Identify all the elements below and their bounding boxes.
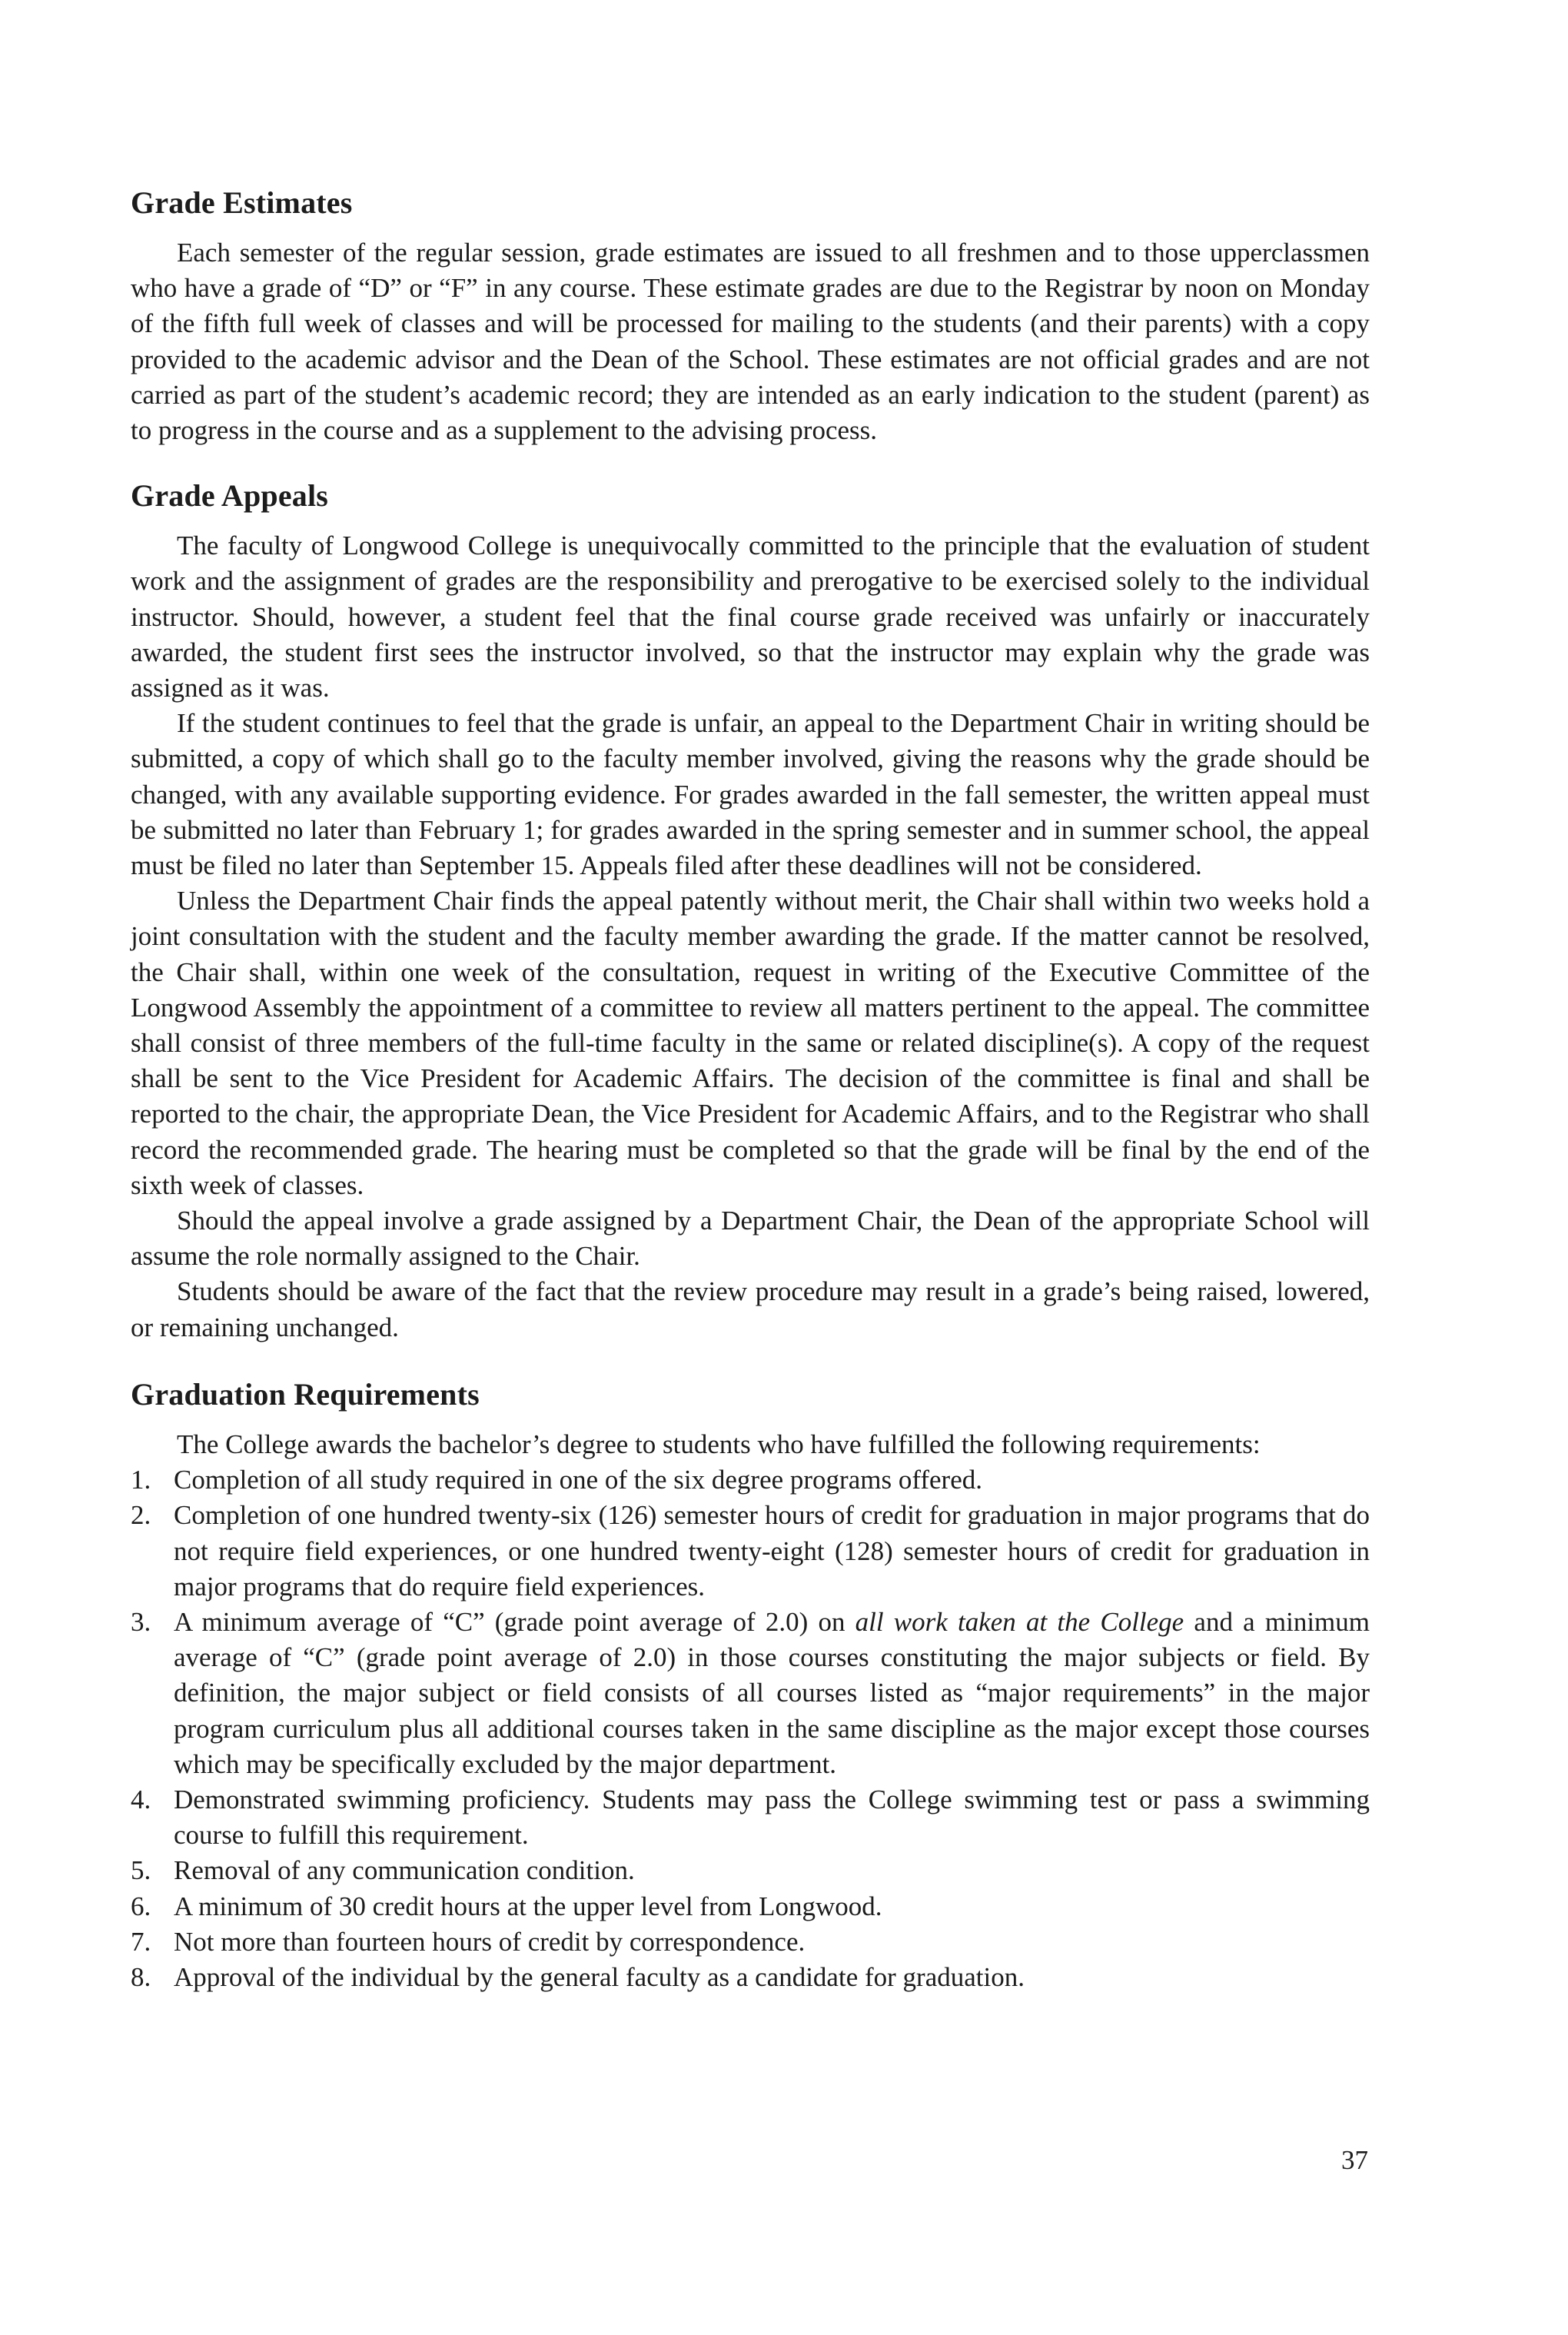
list-item <box>131 1782 1370 1853</box>
list-item-text: Removal of any communication condition. <box>174 1855 635 1886</box>
list-item-text-start: A minimum average of “C” (grade point average of 2.0) on <box>174 1606 855 1637</box>
grade-appeals-paragraph-4: Should the appeal involve a grade assigned by a Department Chair, the Dean of the appropriate School will assume the role normally assigned to the Chair. <box>131 1206 1370 1272</box>
page-number: 37 <box>1341 2145 1368 2175</box>
grade-appeals-heading: Grade Appeals <box>131 478 329 514</box>
list-item <box>131 1462 1370 1498</box>
list-item-text: A minimum of 30 credit hours at the upper level from Longwood. <box>174 1891 882 1921</box>
list-item-text-end: and a minimum average of “C” (grade point average of 2.0) in those courses constituting the major subjects or field. By definition, the major subject or field consists of all courses listed as “major requirements” in the major program curriculum plus all additional courses taken in the same discipline as the major except those courses which may be specifically excluded by the major department. <box>174 1606 1370 1779</box>
graduation-requirements-heading: Graduation Requirements <box>131 1376 480 1412</box>
document-page <box>131 185 1370 1995</box>
list-item-number: 1. <box>131 1465 151 1495</box>
grade-appeals-paragraph-2: If the student continues to feel that the grade is unfair, an appeal to the Department Chair in writing should be submitted, a copy of which shall go to the faculty member involved, giving the reasons why the grade should be changed, with any available supporting evidence. For grades awarded in the fall semester, the written appeal must be submitted no later than February 1; for grades awarded in the spring semester and in summer school, the appeal must be filed no later than September 15. Appeals filed after these deadlines will not be considered. <box>131 708 1370 881</box>
list-item <box>131 1853 1370 1888</box>
list-item-number: 5. <box>131 1855 151 1886</box>
list-item <box>131 1889 1370 1924</box>
list-item-emphasis: all work taken at the College <box>855 1606 1184 1637</box>
grade-estimates-section <box>131 185 1370 448</box>
list-item-text: Demonstrated swimming proficiency. Students may pass the College swimming test or pass a swimming course to fulfill this requirement. <box>174 1784 1370 1851</box>
list-item-number: 6. <box>131 1891 151 1921</box>
list-item-text: Approval of the individual by the general faculty as a candidate for graduation. <box>174 1961 1025 1992</box>
requirements-list <box>131 1462 1370 1995</box>
list-item-text: Not more than fourteen hours of credit by correspondence. <box>174 1926 806 1957</box>
grade-appeals-paragraph-3: Unless the Department Chair finds the appeal patently without merit, the Chair shall within two weeks hold a joint consultation with the student and the faculty member awarding the grade. If the matter cannot be resolved, the Chair shall, within one week of the consultation, request in writing of the Executive Committee of the Longwood Assembly the appointment of a committee to review all matters pertinent to the appeal. The committee shall consist of three members of the full-time faculty in the same or related discipline(s). A copy of the request shall be sent to the Vice President for Academic Affairs. The decision of the committee is final and shall be reported to the chair, the appropriate Dean, the Vice President for Academic Affairs, and to the Registrar who shall record the recommended grade. The hearing must be completed so that the grade will be final by the end of the sixth week of classes. <box>131 886 1370 1200</box>
list-item <box>131 1960 1370 1995</box>
list-item <box>131 1498 1370 1605</box>
grade-appeals-section <box>131 477 1370 1345</box>
list-item <box>131 1924 1370 1960</box>
list-item-number: 8. <box>131 1961 151 1992</box>
graduation-requirements-section <box>131 1376 1370 1995</box>
grade-appeals-paragraph-5: Students should be aware of the fact that the review procedure may result in a grade’s being raised, lowered, or remaining unchanged. <box>131 1276 1370 1342</box>
list-item-number: 7. <box>131 1926 151 1957</box>
grade-estimates-heading: Grade Estimates <box>131 185 353 220</box>
grade-estimates-paragraph: Each semester of the regular session, grade estimates are issued to all freshmen and to those upperclassmen who have a grade of “D” or “F” in any course. These estimate grades are due to the Registrar by noon on Monday of the fifth full week of classes and will be processed for mailing to the students (and their parents) with a copy provided to the academic advisor and the Dean of the School. These estimates are not official grades and are not carried as part of the student’s academic record; they are intended as an early indication to the student (parent) as to progress in the course and as a supplement to the advising process. <box>131 238 1370 446</box>
list-item-number: 4. <box>131 1784 151 1814</box>
grade-appeals-paragraph-1: The faculty of Longwood College is unequivocally committed to the principle that the evaluation of student work and the assignment of grades are the responsibility and prerogative to be exercised solely to the individual instructor. Should, however, a student feel that the final course grade received was unfairly or inaccurately awarded, the student first sees the instructor involved, so that the instructor may explain why the grade was assigned as it was. <box>131 531 1370 703</box>
list-item-text: Completion of one hundred twenty-six (126) semester hours of credit for graduation in major programs that do not require field experiences, or one hundred twenty-eight (128) semester hours of credit for graduation in major programs that do require field experiences. <box>174 1500 1370 1602</box>
list-item-text <box>174 1605 1370 1782</box>
graduation-requirements-intro: The College awards the bachelor’s degree to students who have fulfilled the following requirements: <box>177 1429 1261 1459</box>
list-item-number: 3. <box>131 1606 151 1637</box>
list-item-text: Completion of all study required in one of the six degree programs offered. <box>174 1465 982 1495</box>
list-item-number: 2. <box>131 1500 151 1531</box>
list-item <box>131 1605 1370 1782</box>
